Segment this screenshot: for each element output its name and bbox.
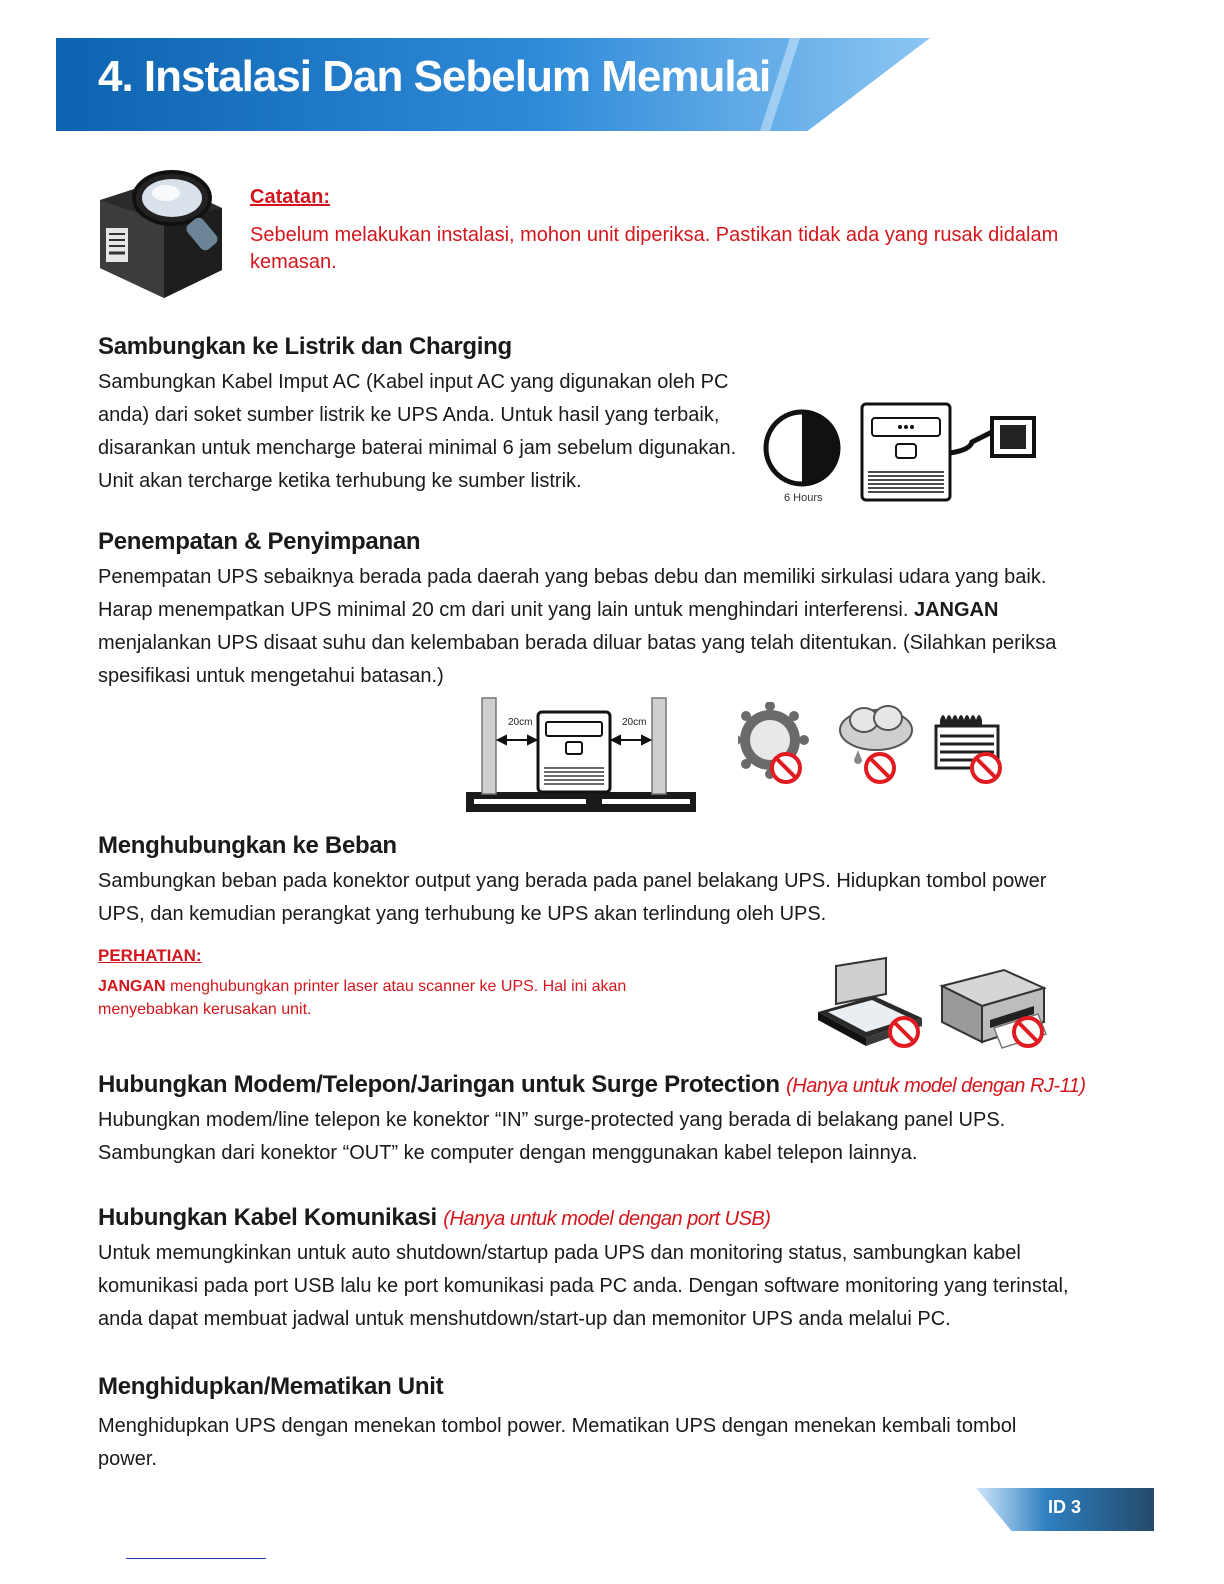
warning-label: PERHATIAN: [98, 946, 202, 965]
section-title-communication [98, 1204, 770, 1232]
distance-label-right: 20cm [622, 717, 647, 728]
modem-note: (Hanya untuk model dengan RJ-11) [786, 1075, 1086, 1097]
modem-title: Hubungkan Modem/Telepon/Jaringan untuk Surge Protection [98, 1071, 780, 1098]
page-number: ID 3 [1048, 1497, 1082, 1517]
inspect-box-icon [92, 160, 237, 300]
communication-title: Hubungkan Kabel Komunikasi [98, 1204, 437, 1231]
no-moisture-icon [834, 702, 918, 786]
clock-icon [766, 412, 838, 484]
section-body-modem: Hubungkan modem/line telepon ke konektor “IN” surge-protected yang berada di belakang panel UPS. Sambungkan dari konektor “OUT” ke computer dengan menggunakan kabel telepon lainnya. [98, 1109, 1006, 1164]
section-title-power: Menghidupkan/Mematikan Unit [98, 1373, 444, 1400]
section-title-load: Menghubungkan ke Beban [98, 832, 397, 859]
section-body-communication: Untuk memungkinkan untuk auto shutdown/startup pada UPS dan monitoring status, sambungkan kabel komunikasi pada port USB lalu ke port komunikasi pada PC anda. Dengan software monitoring yang terinstal, anda dapat membuat jadwal untuk menshutdown/start-up dan memonitor UPS anda melalui PC. [98, 1242, 1069, 1330]
section-title-placement: Penempatan & Penyimpanan [98, 528, 421, 555]
no-scanner-icon [814, 956, 926, 1052]
placement-body-1: Penempatan UPS sebaiknya berada pada daerah yang bebas debu dan memiliki sirkulasi udara yang baik. Harap menempatkan UPS minimal 20 cm dari unit yang lain untuk menghindari interferensi. [98, 566, 1047, 621]
wall-socket-icon [992, 418, 1034, 456]
section-title-charging: Sambungkan ke Listrik dan Charging [98, 333, 512, 360]
communication-note: (Hanya untuk model dengan port USB) [443, 1208, 771, 1230]
note-label: Catatan: [250, 186, 331, 208]
warning-text [98, 975, 718, 1021]
section-title-modem [98, 1071, 1086, 1099]
section-body-load: Sambungkan beban pada konektor output yang berada pada panel belakang UPS. Hidupkan tombol power UPS, dan kemudian perangkat yang terhubung ke UPS akan terlindung oleh UPS. [98, 870, 1047, 925]
warning-bold: JANGAN [98, 978, 166, 995]
warning-body: menghubungkan printer laser atau scanner ke UPS. Hal ini akan menyebabkan kerusakan unit. [98, 978, 627, 1018]
section-body-placement [98, 561, 1058, 693]
charging-figure-caption: 6 Hours [784, 492, 823, 504]
note-text: Sebelum melakukan instalasi, mohon unit diperiksa. Pastikan tidak ada yang rusak didalam kemasan. [250, 224, 1059, 273]
no-heat-icon [738, 702, 810, 786]
section-body-charging: Sambungkan Kabel Imput AC (Kabel input AC yang digunakan oleh PC anda) dari soket sumber listrik ke UPS Anda. Untuk hasil yang terbaik, disarankan untuk mencharge baterai minimal 6 jam sebelum digunakan. Unit akan tercharge ketika terhubung ke sumber listrik. [98, 371, 737, 492]
placement-figure [466, 694, 698, 816]
placement-body-bold: JANGAN [913, 599, 999, 621]
no-dust-icon [932, 706, 1008, 786]
ups-unit-icon [862, 404, 950, 500]
footer-rule [126, 1558, 266, 1559]
section-body-power: Menghidupkan UPS dengan menekan tombol power. Mematikan UPS dengan menekan kembali tombol power. [98, 1415, 1017, 1470]
page-title: 4. Instalasi Dan Sebelum Memulai [98, 52, 771, 101]
placement-body-2: menjalankan UPS disaat suhu dan kelembaban berada diluar batas yang telah ditentukan. (Silahkan periksa spesifikasi untuk mengetahui batasan.) [98, 632, 1057, 687]
distance-label-left: 20cm [508, 717, 533, 728]
no-printer-icon [934, 956, 1056, 1056]
